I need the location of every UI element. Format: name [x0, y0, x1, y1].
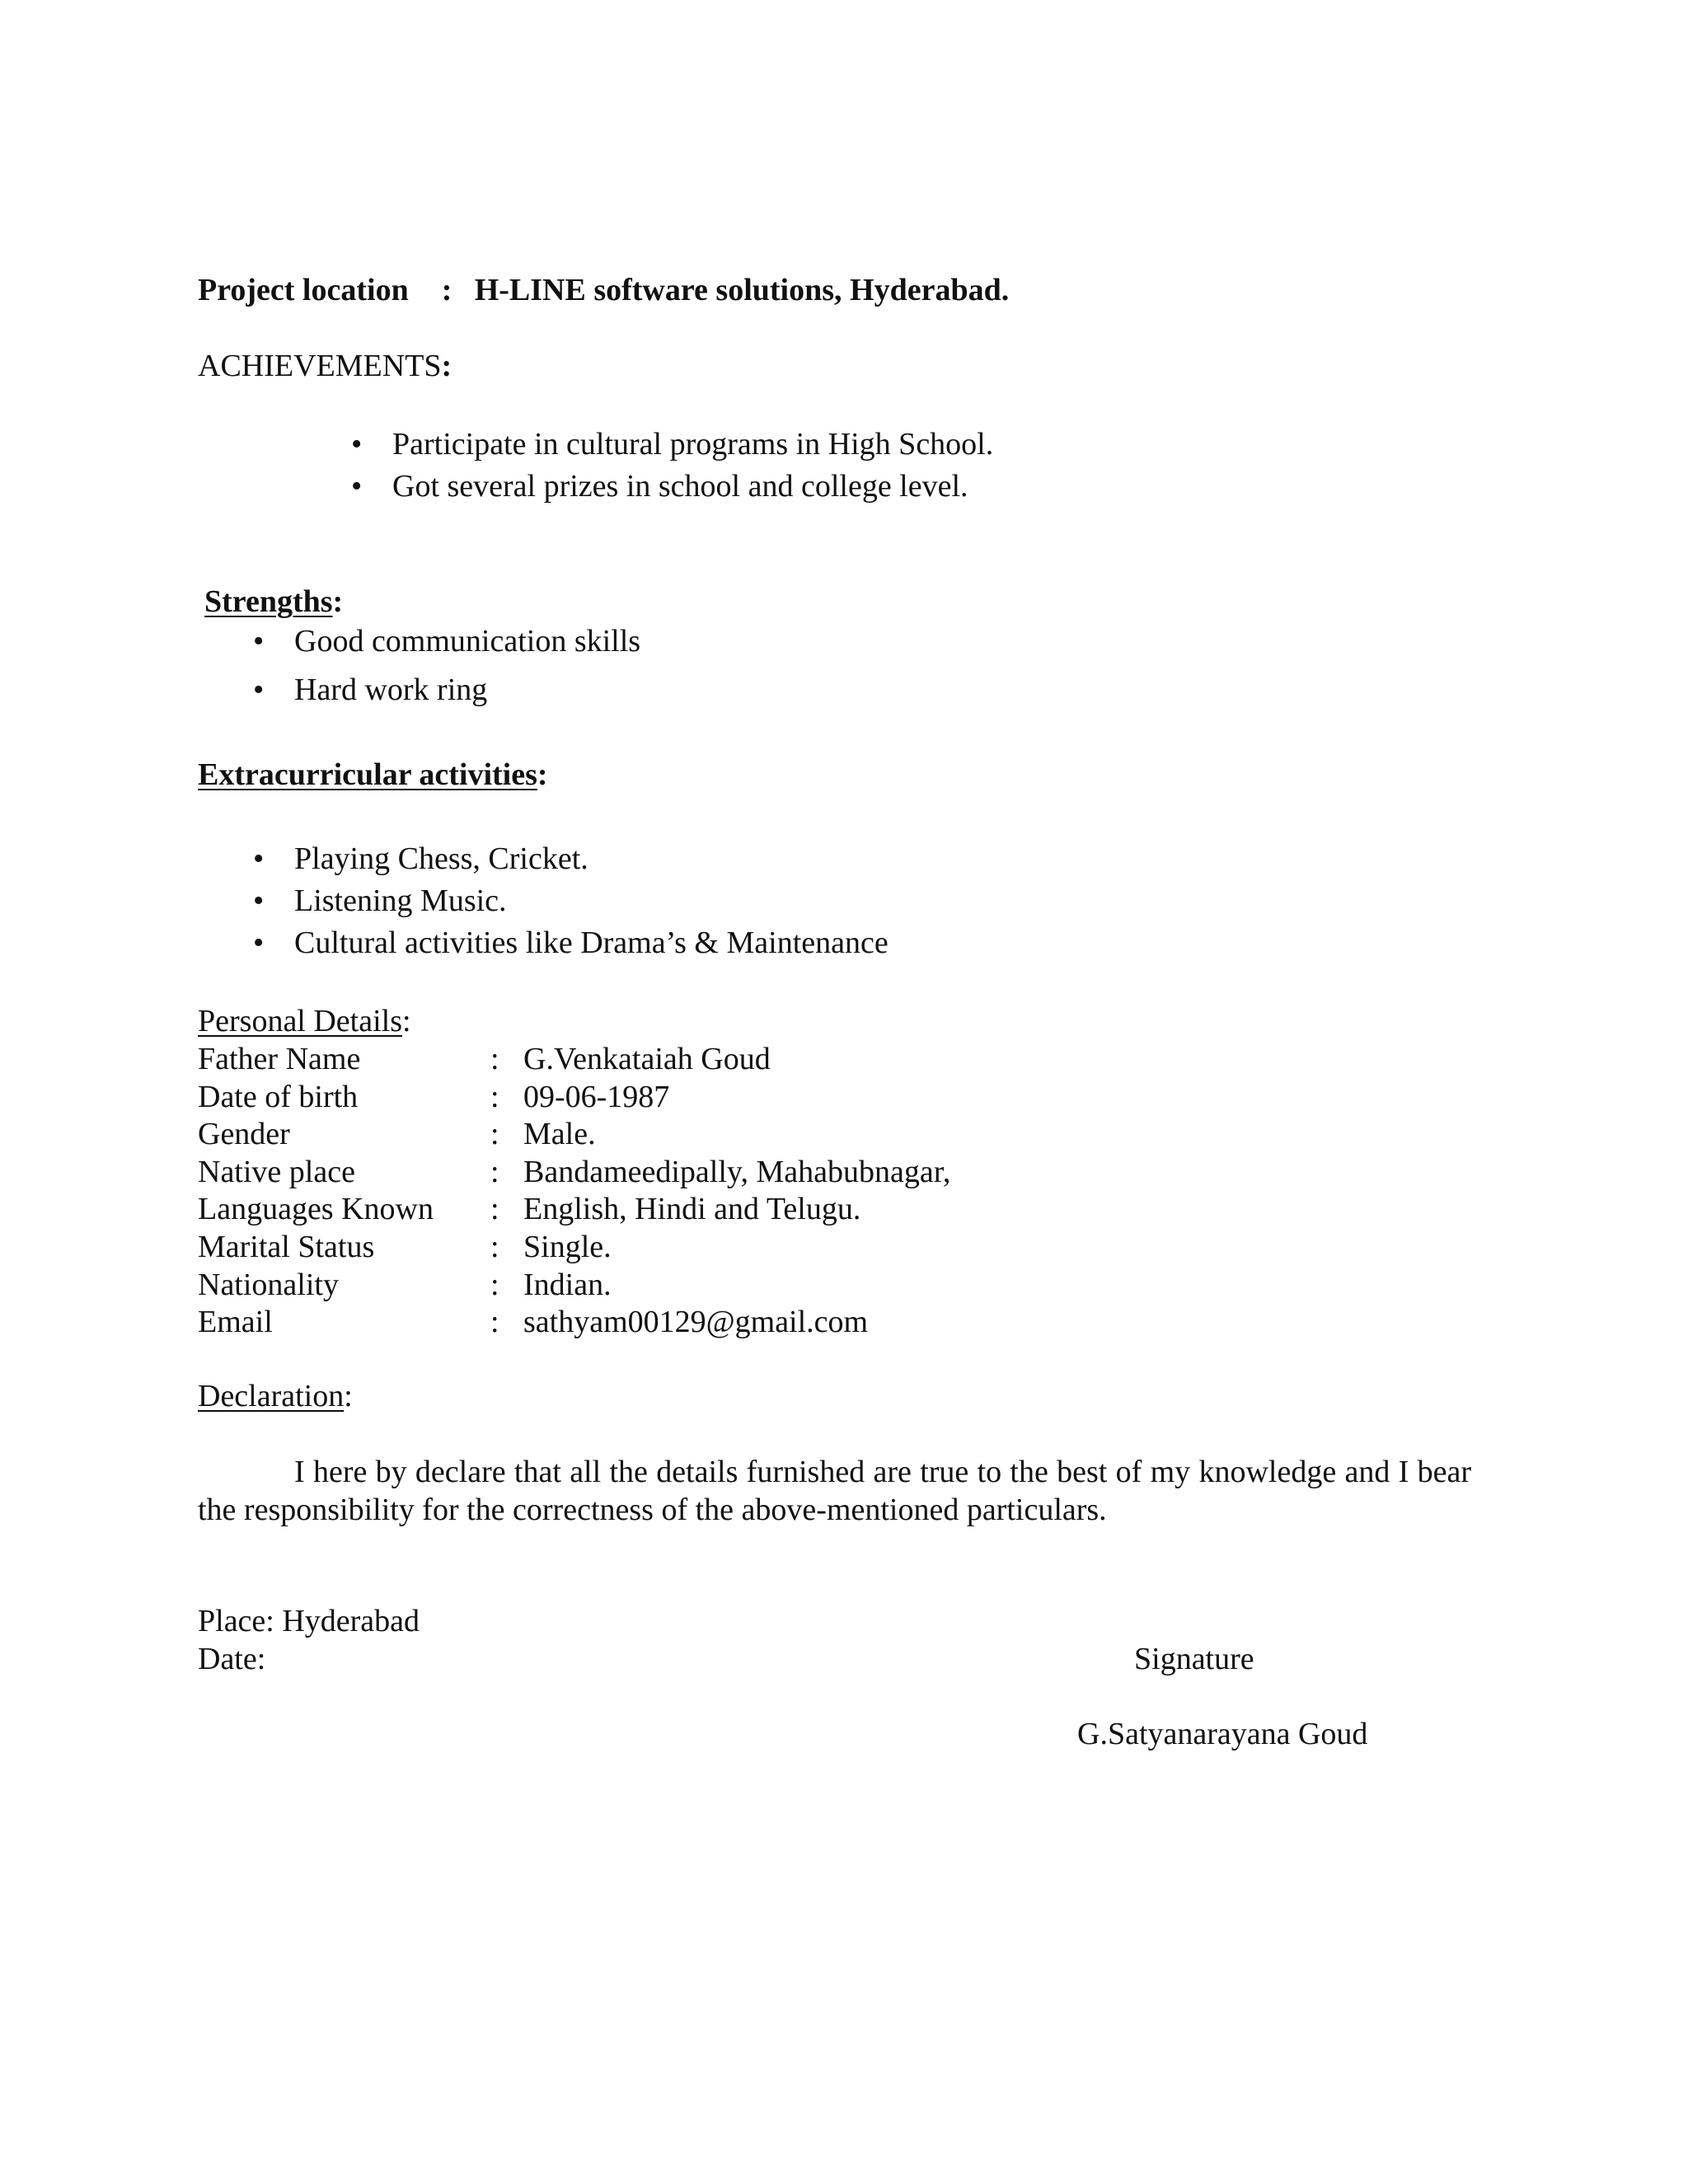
list-item [253, 623, 641, 672]
list-item [351, 468, 993, 510]
table-row [198, 1116, 1187, 1154]
achievements-heading-text: ACHIEVEMENTS [198, 349, 442, 383]
declaration-heading-colon: : [344, 1379, 353, 1413]
achievements-list [351, 426, 994, 510]
extracurricular-list [253, 841, 889, 967]
declaration-heading-text: Declaration [198, 1379, 345, 1413]
detail-separator: : [490, 1154, 499, 1189]
detail-value: Male. [523, 1117, 596, 1152]
detail-separator: : [490, 1079, 499, 1114]
activity-text: Playing Chess, Cricket. [294, 841, 588, 876]
table-row [198, 1267, 1187, 1305]
list-item [253, 672, 640, 720]
table-row [198, 1079, 1187, 1117]
personal-details-heading-text: Personal Details [198, 1004, 403, 1038]
strengths-heading [204, 583, 343, 621]
detail-label: Nationality [198, 1267, 339, 1302]
bullet-icon: • [351, 469, 363, 504]
declaration-paragraph: I here by declare that all the details furnished are true to the best of my knowledge and I bear the responsibility for the correctness of the above-mentioned particulars. [198, 1455, 1471, 1527]
extracurricular-heading-colon: : [537, 757, 548, 792]
bullet-icon: • [253, 883, 265, 918]
project-location-label: Project location [198, 273, 409, 307]
detail-separator: : [490, 1229, 499, 1264]
bullet-icon: • [351, 427, 363, 462]
detail-value: 09-06-1987 [523, 1079, 670, 1114]
project-location-separator: : [441, 273, 452, 307]
personal-details-heading [198, 1003, 411, 1041]
achievement-text: Got several prizes in school and college level. [392, 469, 968, 504]
detail-separator: : [490, 1042, 499, 1076]
date-line: Date: [198, 1642, 266, 1676]
personal-details-table [198, 1041, 1187, 1342]
list-item [253, 841, 889, 883]
email-value: sathyam00129@gmail.com [523, 1305, 869, 1340]
detail-label: Gender [198, 1117, 290, 1152]
achievements-heading [198, 348, 452, 386]
list-item [253, 925, 889, 967]
detail-label: Native place [198, 1154, 355, 1189]
place-line: Place: Hyderabad [198, 1604, 420, 1638]
table-row [198, 1304, 1187, 1342]
extracurricular-heading [198, 757, 548, 794]
strengths-heading-colon: : [332, 584, 344, 619]
achievements-heading-colon: : [441, 349, 452, 383]
signature-label: Signature [1134, 1642, 1254, 1676]
detail-label: Father Name [198, 1042, 361, 1076]
bullet-icon: • [253, 926, 265, 960]
detail-label: Languages Known [198, 1192, 434, 1227]
table-row [198, 1041, 1187, 1079]
project-location-value: H-LINE software solutions, Hyderabad. [474, 273, 1010, 307]
detail-separator: : [490, 1117, 499, 1152]
personal-details-heading-colon: : [402, 1004, 411, 1038]
table-row [198, 1191, 1187, 1229]
declaration-heading [198, 1378, 353, 1416]
project-location-line [198, 272, 1009, 310]
strengths-heading-text: Strengths [204, 584, 333, 619]
detail-value: English, Hindi and Telugu. [523, 1192, 861, 1227]
activity-text: Cultural activities like Drama’s & Maintenance [294, 926, 889, 960]
detail-separator: : [490, 1267, 499, 1302]
detail-label: Email [198, 1305, 273, 1340]
list-item [351, 426, 994, 468]
extracurricular-heading-text: Extracurricular activities [198, 757, 537, 792]
bullet-icon: • [253, 624, 265, 658]
signer-name: G.Satyanarayana Goud [1077, 1717, 1368, 1751]
detail-value: Bandameedipally, Mahabubnagar, [523, 1154, 951, 1189]
detail-label: Marital Status [198, 1229, 375, 1264]
strength-text: Good communication skills [294, 624, 641, 658]
achievement-text: Participate in cultural programs in High School. [392, 427, 994, 462]
bullet-icon: • [253, 841, 265, 876]
detail-value: G.Venkataiah Goud [523, 1042, 771, 1076]
table-row [198, 1154, 1187, 1192]
strengths-list [253, 623, 641, 720]
detail-separator: : [490, 1192, 499, 1227]
detail-value: Single. [523, 1229, 612, 1264]
detail-label: Date of birth [198, 1079, 359, 1114]
detail-separator: : [490, 1305, 499, 1340]
table-row [198, 1229, 1187, 1267]
bullet-icon: • [253, 673, 265, 707]
list-item [253, 883, 889, 925]
activity-text: Listening Music. [294, 883, 507, 918]
strength-text: Hard work ring [294, 673, 488, 707]
detail-value: Indian. [523, 1267, 612, 1302]
